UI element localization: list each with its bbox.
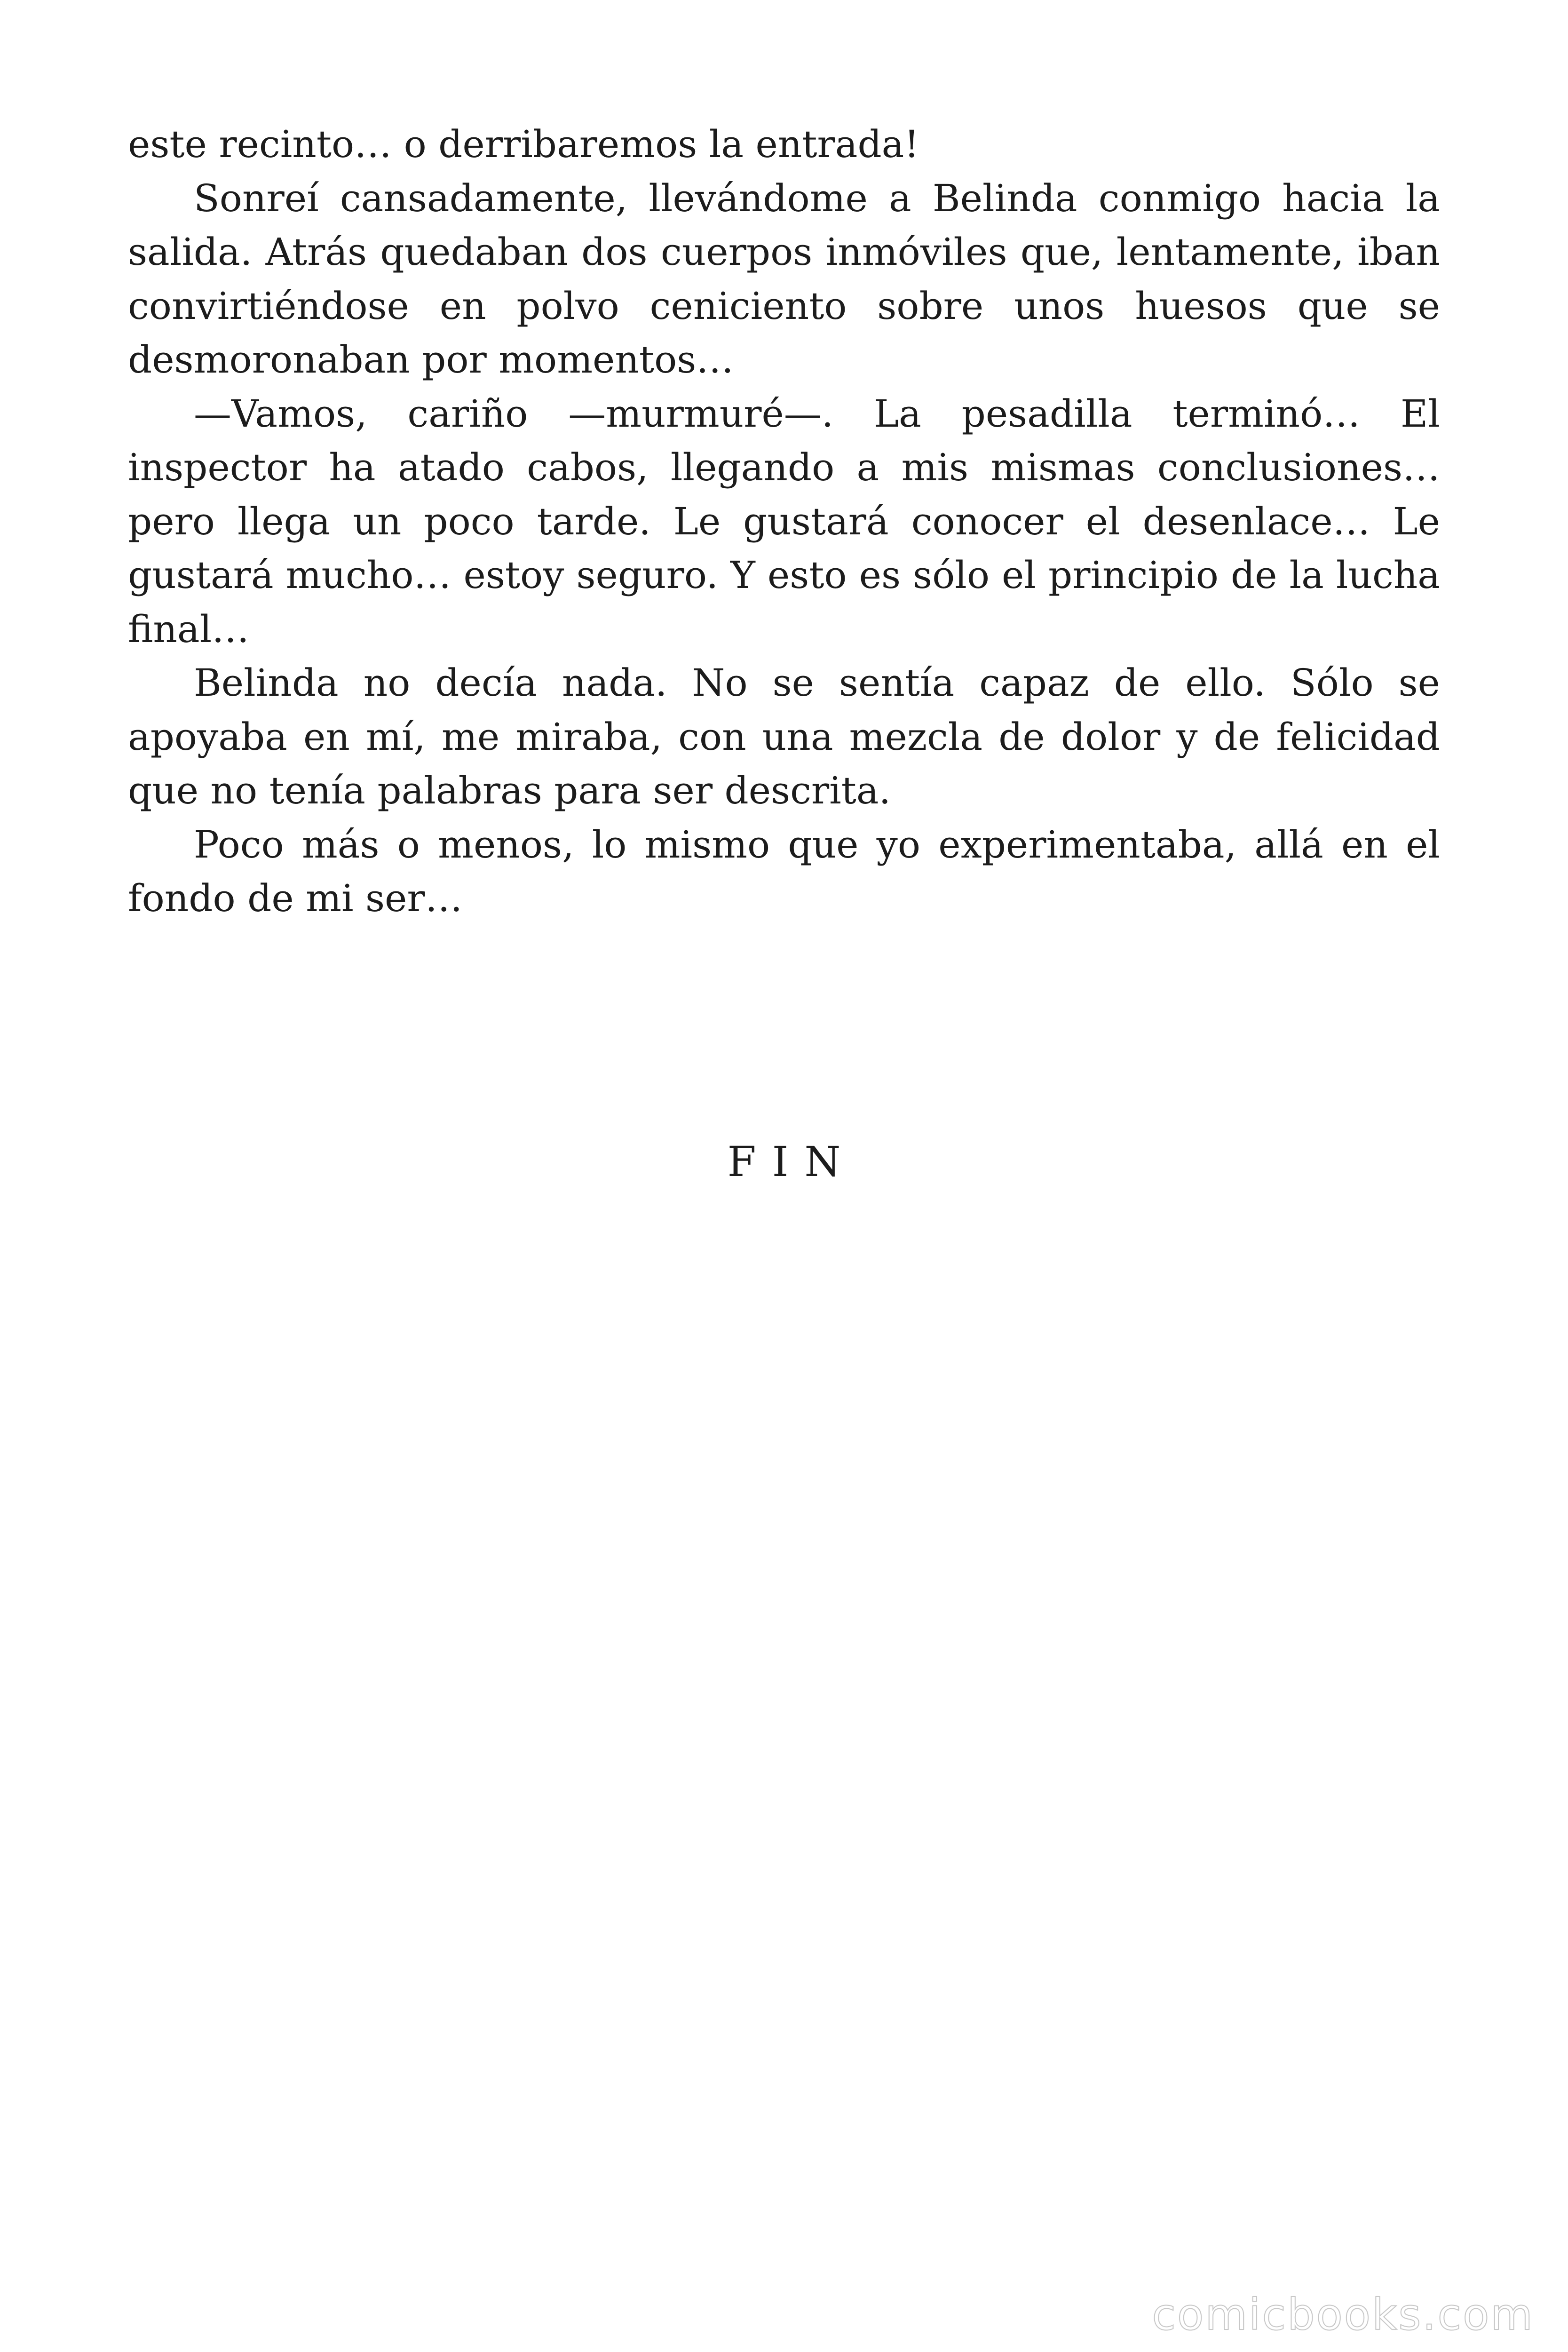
- paragraph-4: Belinda no decía nada. No se sentía capaz de ello. Sólo se apoyaba en mí, me miraba, con una mezcla de dolor y de felicidad que no tenía palabras para ser descrita.: [128, 661, 1440, 812]
- paragraph-1: este recinto… o derribaremos la entrada!: [128, 122, 919, 166]
- watermark: comicbooks.com: [1152, 2289, 1534, 2340]
- end-mark: FIN: [727, 1137, 857, 1186]
- page-body: [128, 118, 1440, 1186]
- paragraph-3: —Vamos, cariño —murmuré—. La pesadilla terminó… El inspector ha atado cabos, llegando a mis mismas conclusiones… pero llega un poco tarde. Le gustará conocer el desenlace… Le gustará mucho… estoy seguro. Y esto es sólo el principio de la lucha final…: [128, 391, 1440, 651]
- paragraph-2: Sonreí cansadamente, llevándome a Belinda conmigo hacia la salida. Atrás quedaban dos cuerpos inmóviles que, lentamente, iban convirtiéndose en polvo ceniciento sobre unos huesos que se desmoronaban por momentos…: [128, 176, 1440, 381]
- paragraph-5: Poco más o menos, lo mismo que yo experimentaba, allá en el fondo de mi ser…: [128, 822, 1440, 920]
